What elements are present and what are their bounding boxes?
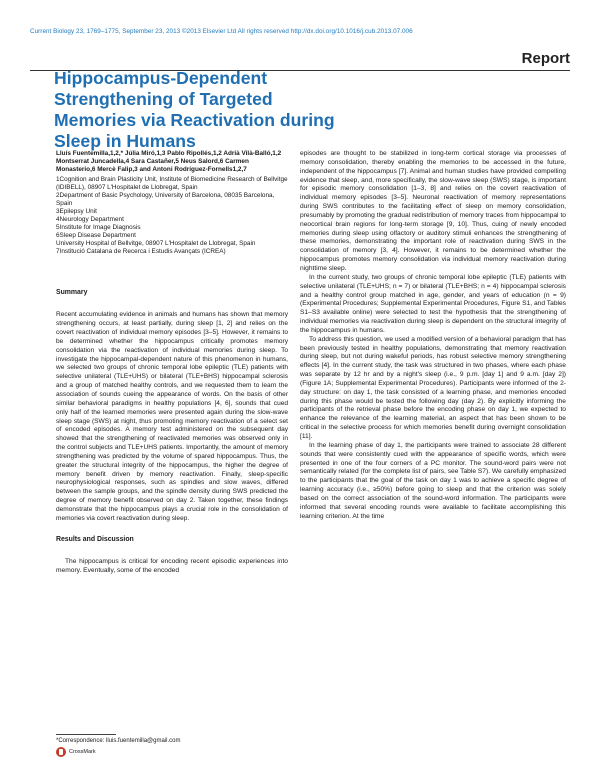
- body-paragraph: In the learning phase of day 1, the participants were trained to associate 28 different sounds that were consistently cued with the appearance of specific words, which were presented in one of the four corners of a PC monitor. The sound-word pairs were not semantically related (for the complete list of pairs, see Table S7). We carefully emphasized to the participants that the goal of the task on day 1 was to achieve a specific degree of learning accuracy (i.e., ≥50%) before going to sleep and that the criterion was solely based on the correct association of the sound-word information. The participants were informed that several encoding rounds were available to facilitate accomplishing this learning criterion. At the time: [300, 441, 566, 520]
- affiliation-item: 6Sleep Disease Department: [56, 232, 136, 240]
- body-paragraph: In the current study, two groups of chronic temporal lobe epileptic (TLE) patients with selective unilateral (TLE+UHS; n = 7) or bilateral (TLE+BHS; n = 4) hippocampal sclerosis and a healthy control group matched in age, gender, and years of education (n = 9) (Experimental Procedures; Supplemental Experimental Procedures, Figure S1, and Tables S1–S3 available online) were selected to test the hypothesis that the strengthening of individual memories via reactivation during sleep is dependent on the structural integrity of the hippocampus in humans.: [300, 273, 566, 334]
- affiliation-item: 7Institució Catalana de Recerca i Estudis Avançats (ICREA): [56, 248, 226, 256]
- left-column: [56, 150, 288, 576]
- correspondence-text: *Correspondence: lluis.fuentemilla@gmail.com: [56, 738, 181, 744]
- correspondence-note: [56, 737, 288, 745]
- article-type-label: Report: [521, 50, 570, 67]
- affiliation-item: 2Department of Basic Psychology, University of Barcelona, 08035 Barcelona, Spain: [56, 191, 275, 207]
- summary-heading: Summary: [56, 288, 88, 296]
- crossmark-label: CrossMark: [69, 749, 96, 755]
- affiliation-item: 3Epilepsy Unit: [56, 207, 97, 215]
- journal-citation: Current Biology 23, 1769–1775, September 23, 2013 ©2013 Elsevier Ltd All rights reserved http://dx.doi.org/10.1016/j.cub.2013.07.006: [30, 28, 413, 35]
- affiliation-item: University Hospital of Bellvitge, 08907 L'Hospitalet de Llobregat, Spain: [56, 240, 256, 248]
- footnote-rule: [56, 734, 116, 735]
- summary-text: Recent accumulating evidence in animals and humans has shown that memory strengthening occurs, at least partially, during sleep [1, 2] and relies on the covert reactivation of individual memory episodes [3–5]. However, it remains to be determined whether the hippocampus critically promotes memory consolidation via the reactivation of individual memories during sleep. To investigate the hippocampal-dependent nature of this phenomenon in humans, we selected two groups of chronic temporal lobe epileptic (TLE) patients with selective unilateral (TLE+UHS) or bilateral (TLE+BHS) hippocampal sclerosis and a group of matched healthy controls, and we requested them to learn the association of sounds cueing the appearance of words. On the basis of other similar behavioral paradigms in healthy populations [4, 6], sounds that cued only half of the learned memories were presented again during the slow-wave sleep stage (SWS) at night, thus promoting memory reactivation of a select set of encoded episodes. A memory test administered on the subsequent day showed that the strengthening of reactivated memories was observed only in the control subjects and TLE+UHS patients. Importantly, the amount of memory strengthening was predicted by the volume of spared hippocampus. Thus, the greater the structural integrity of the hippocampus, the higher the degree of memory benefit driven by memory reactivation. Finally, sleep-specific neurophysiological responses, such as spindles and slow waves, differed between the sample groups, and the spindle density during SWS predicted the degree of memory benefit observed on day 2. Taken together, these findings demonstrate that the hippocampus plays a crucial role in the consolidation of memories via covert reactivation during sleep.: [56, 311, 288, 522]
- results-heading: Results and Discussion: [56, 535, 134, 543]
- affiliation-item: 1Cognition and Brain Plasticity Unit, Institute of Biomedicine Research of Bellvitge (IDIBELL), 08907 L'Hospitalet de Llobregat, Spain: [56, 175, 288, 191]
- affiliation-item: 5Institute for Image Diagnosis: [56, 224, 141, 232]
- body-paragraph: To address this question, we used a modified version of a behavioral paradigm that has been previously tested in healthy populations, demonstrating that memory reactivation during sleep, but not during wakeful periods, has robust selective memory strengthening effects [4]. In the current study, the task was structured in two phases, where each phase was separate by 12 hr and by a night's sleep (i.e., 9 p.m. [day 1] and 9 a.m. [day 2]) (Figure 1A; Supplemental Experimental Procedures). Participants were informed of the 2-day structure: on day 1, the task consisted of a learning phase, and memories encoded during this phase would be tested the following day (day 2). By explicitly informing the participants of the retrieval phase before the encoding phase on day 1, we expected to enhance the relevance of the learning material, an aspect that has been shown to be critical in the selective process for which memories benefit during overnight consolidation [11].: [300, 335, 566, 440]
- crossmark-icon: [56, 747, 66, 757]
- affiliation-item: 4Neurology Department: [56, 216, 124, 224]
- right-column: [300, 150, 566, 521]
- affiliation-list: [56, 176, 288, 257]
- crossmark-badge[interactable]: [56, 747, 96, 757]
- body-paragraph: episodes are thought to be stabilized in long-term cortical storage via processes of memory consolidation, thereby enabling the memories to be accessed in the future, independent of the hippocampus [7]. Animal and human studies have provided compelling evidence that sleep, and, more specifically, the slow-wave sleep (SWS) stage, is important for episodic memory consolidation [1–3, 8] and relies on the covert reactivation of individual memory episodes [3–5]. Neuronal reactivation of memory representations during SWS contributes to the facilitating effect of sleep on memory consolidation, presumably by promoting the gradual redistribution of memory traces from hippocampal to neocortical brain regions for long-term storage [9, 10]. Thus, cuing of newly encoded memories during sleep using olfactory or auditory stimuli enhances the strengthening of these memories, demonstrating the important role of reactivation during SWS in the consolidation of memory [3, 4]. However, it remains to be determined whether the hippocampus promotes memory consolidation via individual memory reactivation during nighttime sleep.: [300, 150, 566, 272]
- article-title: Hippocampus-Dependent Strengthening of Targeted Memories via Reactivation during Sleep in Humans: [54, 68, 335, 151]
- author-list: Lluís Fuentemilla,1,2,* Júlia Miró,1,3 Pablo Ripollés,1,2 Adrià Vilà-Balló,1,2 Montserrat Juncadella,4 Sara Castañer,5 Neus Salord,6 Carmen Monasterio,6 Mercè Falip,3 and Antoni Rodríguez-Fornells1,2,7: [56, 150, 282, 174]
- results-intro-text: The hippocampus is critical for encoding recent episodic experiences into memory. Eventually, some of the encoded: [56, 558, 288, 575]
